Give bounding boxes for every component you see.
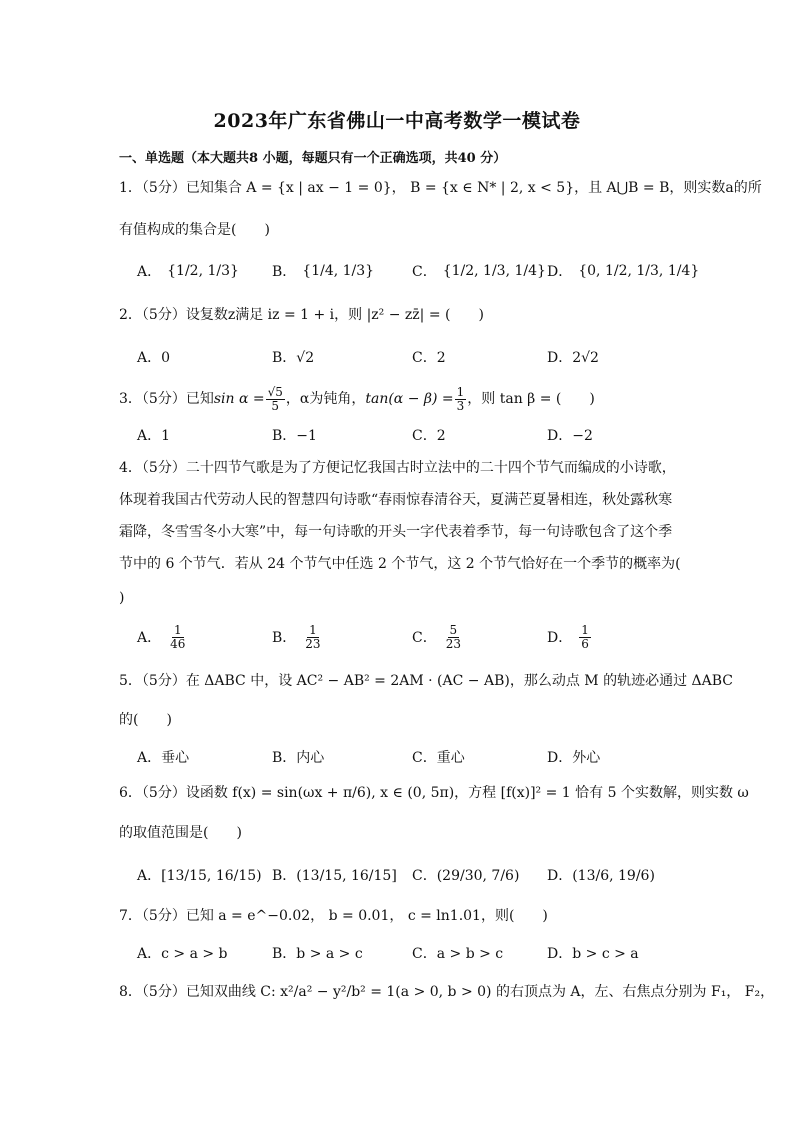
q3-option-a[interactable]: A．1 xyxy=(137,428,171,444)
frac-numerator: 1 xyxy=(456,384,465,399)
q5-option-d[interactable]: D．外心 xyxy=(547,750,601,766)
q4-stem-line1: 4．（5分）二十四节气歌是为了方便记忆我国古时立法中的二十四个节气而编成的小诗歌， xyxy=(119,460,676,476)
option-label: B． xyxy=(272,264,297,280)
q3-tan-expr: tan(α − β) = xyxy=(365,391,454,407)
q1-option-b[interactable] xyxy=(272,256,374,286)
q7-option-d[interactable]: D．b > c > a xyxy=(547,946,639,962)
q4-stem-line5: ) xyxy=(119,590,125,606)
q1-option-c[interactable] xyxy=(412,256,546,286)
q1-option-a-value: {1/2, 1/3} xyxy=(167,263,239,279)
option-label: A． xyxy=(137,630,162,646)
frac-denominator: 23 xyxy=(305,636,321,651)
option-label: D． xyxy=(547,630,573,646)
q6-option-d[interactable]: D．(13/6, 19/6) xyxy=(547,868,655,884)
q4-option-d-frac xyxy=(579,624,591,651)
q3-option-b[interactable]: B．−1 xyxy=(272,428,317,444)
q4-options xyxy=(137,622,697,654)
q5-option-b[interactable]: B．内心 xyxy=(272,750,325,766)
q8-stem: 8．（5分）已知双曲线 C: x²/a² − y²/b² = 1(a > 0, b > 0) 的右顶点为 A，左、右焦点分别为 F₁， F₂， xyxy=(119,984,775,1000)
option-label: B． xyxy=(272,630,297,646)
q7-stem: 7．（5分）已知 a = e^−0.02， b = 0.01， c = ln1.01，则( ) xyxy=(119,908,548,924)
q3-sin-expr: sin α = xyxy=(213,391,265,407)
q4-option-a-frac xyxy=(168,624,187,651)
q3-option-d[interactable]: D．−2 xyxy=(547,428,593,444)
q4-option-a[interactable] xyxy=(137,622,188,652)
q6-stem-line2: 的取值范围是( ) xyxy=(119,825,242,841)
q1-option-d[interactable] xyxy=(547,256,699,286)
q6-option-a[interactable]: A．[13/15, 16/15) xyxy=(137,868,262,884)
q2-option-c[interactable]: C．2 xyxy=(412,350,446,366)
q5-option-c[interactable]: C．重心 xyxy=(412,750,465,766)
q4-option-b-frac xyxy=(303,624,322,651)
q3-options xyxy=(137,420,697,450)
frac-numerator: 1 xyxy=(173,622,182,637)
q3-frac-one-third xyxy=(455,386,467,413)
frac-numerator: 5 xyxy=(449,622,458,637)
q3-stem-c: ，则 tan β = ( ) xyxy=(467,391,595,407)
frac-numerator: √5 xyxy=(267,384,283,399)
frac-denominator: 3 xyxy=(456,398,465,413)
option-label: C． xyxy=(412,630,437,646)
frac-denominator: 5 xyxy=(271,398,280,413)
frac-denominator: 46 xyxy=(170,636,186,651)
frac-numerator: 1 xyxy=(581,622,589,637)
q5-stem-line1: 5．（5分）在 ΔABC 中，设 AC² − AB² = 2AM · (AC − AB)，那么动点 M 的轨迹必通过 ΔABC xyxy=(119,673,733,689)
q7-options xyxy=(137,938,697,968)
q6-stem-line1: 6．（5分）设函数 f(x) = sin(ωx + π/6), x ∈ (0, 5π)，方程 [f(x)]² = 1 恰有 5 个实数解，则实数 ω xyxy=(119,785,749,801)
q1-stem-line1: 1．（5分）已知集合 A = {x | ax − 1 = 0}， B = {x ∈ N* | 2, x < 5}，且 A⋃B = B，则实数a的所 xyxy=(119,180,762,196)
option-label: A． xyxy=(137,264,162,280)
q1-stem-line2: 有值构成的集合是( ) xyxy=(119,222,270,238)
q2-option-b[interactable]: B．√2 xyxy=(272,350,315,366)
q2-option-a[interactable]: A．0 xyxy=(137,350,171,366)
frac-denominator: 6 xyxy=(581,636,589,651)
q1-option-b-value: {1/4, 1/3} xyxy=(302,263,375,279)
q5-stem-line2: 的( ) xyxy=(119,712,172,728)
q6-option-c[interactable]: C．(29/30, 7/6) xyxy=(412,868,520,884)
q4-option-c[interactable] xyxy=(412,622,464,652)
q1-option-a[interactable] xyxy=(137,256,239,286)
q7-option-a[interactable]: A．c > a > b xyxy=(137,946,228,962)
q2-option-d[interactable]: D．2√2 xyxy=(547,350,599,366)
q7-option-c[interactable]: C．a > b > c xyxy=(412,946,504,962)
q4-stem-line3: 霜降，冬雪雪冬小大寒”中，每一句诗歌的开头一字代表着季节，每一句诗歌包含了这个季 xyxy=(119,524,673,540)
section-heading: 一、单选题（本大题共8 小题，每题只有一个正确选项，共40 分） xyxy=(119,151,507,166)
q2-options xyxy=(137,342,697,372)
q5-option-a[interactable]: A．垂心 xyxy=(137,750,190,766)
q6-options xyxy=(137,860,697,890)
q3-frac-sqrt5 xyxy=(266,386,285,413)
q6-option-b[interactable]: B．(13/15, 16/15] xyxy=(272,868,397,884)
q4-option-b[interactable] xyxy=(272,622,324,652)
frac-numerator: 1 xyxy=(309,622,317,637)
q7-option-b[interactable]: B．b > a > c xyxy=(272,946,363,962)
q1-option-d-value: {0, 1/2, 1/3, 1/4} xyxy=(578,263,700,279)
q4-stem-line2: 体现着我国古代劳动人民的智慧四句诗歌“春雨惊春清谷天，夏满芒夏暑相连，秋处露秋寒 xyxy=(119,492,673,508)
q4-stem-line4: 节中的 6 个节气．若从 24 个节气中任选 2 个节气，这 2 个节气恰好在一个季节的概率为( xyxy=(119,556,681,572)
option-label: C． xyxy=(412,264,437,280)
q3-stem xyxy=(119,384,595,414)
q4-option-c-frac xyxy=(444,624,463,651)
q3-stem-a: 3．（5分）已知 xyxy=(119,391,214,407)
q4-option-d[interactable] xyxy=(547,622,592,652)
frac-denominator: 23 xyxy=(445,636,461,651)
q3-option-c[interactable]: C．2 xyxy=(412,428,446,444)
q3-stem-b: ，α为钝角， xyxy=(285,391,366,407)
page-title: 2023年广东省佛山一中高考数学一模试卷 xyxy=(213,110,581,132)
q1-options xyxy=(137,256,700,286)
q5-options xyxy=(137,742,697,772)
q1-option-c-value: {1/2, 1/3, 1/4} xyxy=(442,263,546,279)
q2-stem: 2．（5分）设复数z满足 iz = 1 + i，则 |z² − zz̄| = ( ) xyxy=(119,307,484,323)
option-label: D． xyxy=(547,264,573,280)
